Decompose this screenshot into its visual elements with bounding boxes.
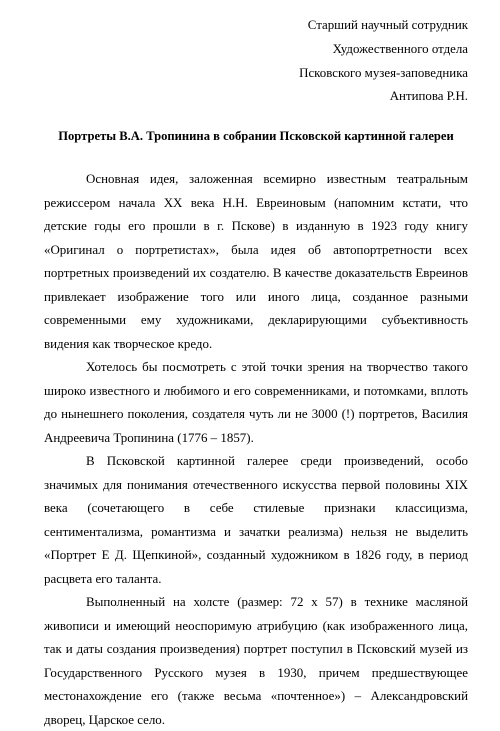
document-title: Портреты В.А. Тропинина в собрании Псковской картинной галереи xyxy=(58,129,454,144)
paragraph-2: Хотелось бы посмотреть с этой точки зрения на творчество такого широко известного и любимого и его современниками, и потомками, вплоть до нынешнего поколения, создателя чуть ли не 3000 (!) портретов, Василия Андреевича Тропинина (1776 – 1857). xyxy=(44,359,468,445)
paragraph-1: Основная идея, заложенная всемирно известным театральным режиссером начала XX века Н.Н. Евреиновым (напомним кстати, что детские годы его прошли в г. Пскове) в изданную в 1923 году книгу «Оригинал о портретистах», была идея об автопортретности всех портретных произведений их создателю. В качестве доказательств Евреинов привлекает изображение того или иного лица, созданное разными современными ему художниками, декларирующими субъективность видения как творческое кредо. xyxy=(44,171,468,351)
paragraph-3: В Псковской картинной галерее среди произведений, особо значимых для понимания отечественного искусства первой половины XIX века (сочетающего в себе стилевые признаки классицизма, сентиментализма, романтизма и зачатки реализма) нельзя не выделить «Портрет Е Д. Щепкиной», созданный художником в 1826 году, в период расцвета его таланта. xyxy=(44,453,468,586)
document-body xyxy=(44,167,468,731)
author-institution: Псковского музея-заповедника xyxy=(299,65,468,80)
paragraph-4: Выполненный на холсте (размер: 72 х 57) в технике масляной живописи и имеющий неоспоримую атрибуцию (как изображенного лица, так и даты создания произведения) портрет поступил в Псковский музей из Государственного Русского музея в 1930, причем предшествующее местонахождение его (также весьма «почтенное») – Александровский дворец, Царское село. xyxy=(44,594,468,727)
author-position: Старший научный сотрудник xyxy=(307,18,468,32)
author-name: Антипова Р.Н. xyxy=(389,89,468,104)
author-department: Художественного отдела xyxy=(332,41,468,56)
author-block xyxy=(44,14,468,109)
